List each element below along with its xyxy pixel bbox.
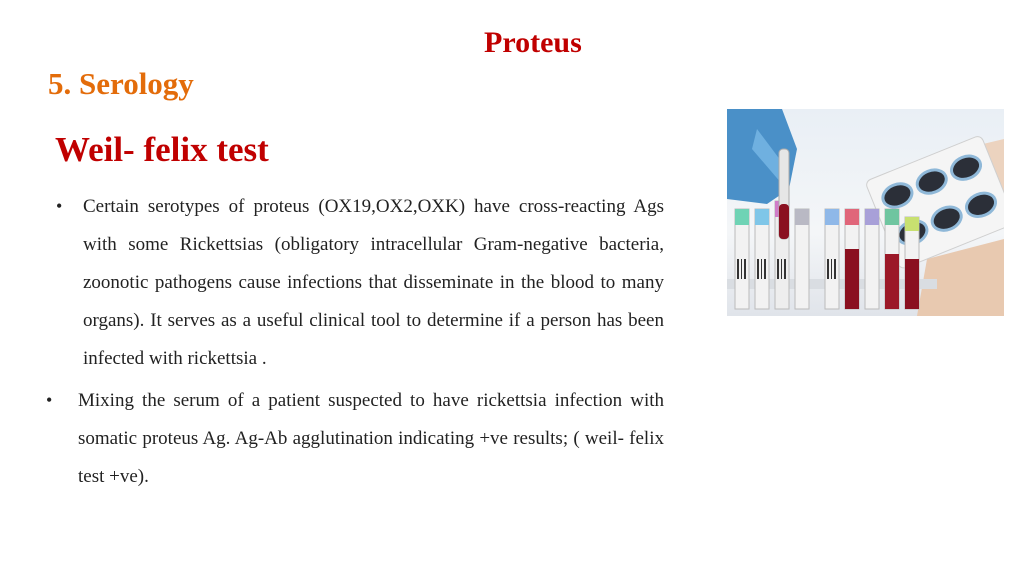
slide-title: Proteus <box>484 26 582 59</box>
bullet-text-cross-reaction: Certain serotypes of proteus (OX19,OX2,OXK) have cross-reacting Ags with some Rickettsias (obligatory intracellular Gram-negative bacteria, zoonotic pathogens cause infections that disseminate in the blood to many organs). It serves as a useful clinical tool to determine if a person has been infected with rickettsia . <box>83 196 664 369</box>
test-heading: Weil- felix test <box>55 130 269 169</box>
section-heading: 5. Serology <box>48 66 194 101</box>
agglutination-test-photo <box>727 109 1004 316</box>
bullet-marker: • <box>56 196 63 216</box>
bullet-marker: • <box>46 390 53 410</box>
bullet-text-mixing-serum: Mixing the serum of a patient suspected to have rickettsia infection with somatic proteus Ag. Ag-Ab agglutination indicating +ve results; ( weil- felix test +ve). <box>78 390 664 487</box>
lab-photo-illustration <box>727 109 1004 316</box>
